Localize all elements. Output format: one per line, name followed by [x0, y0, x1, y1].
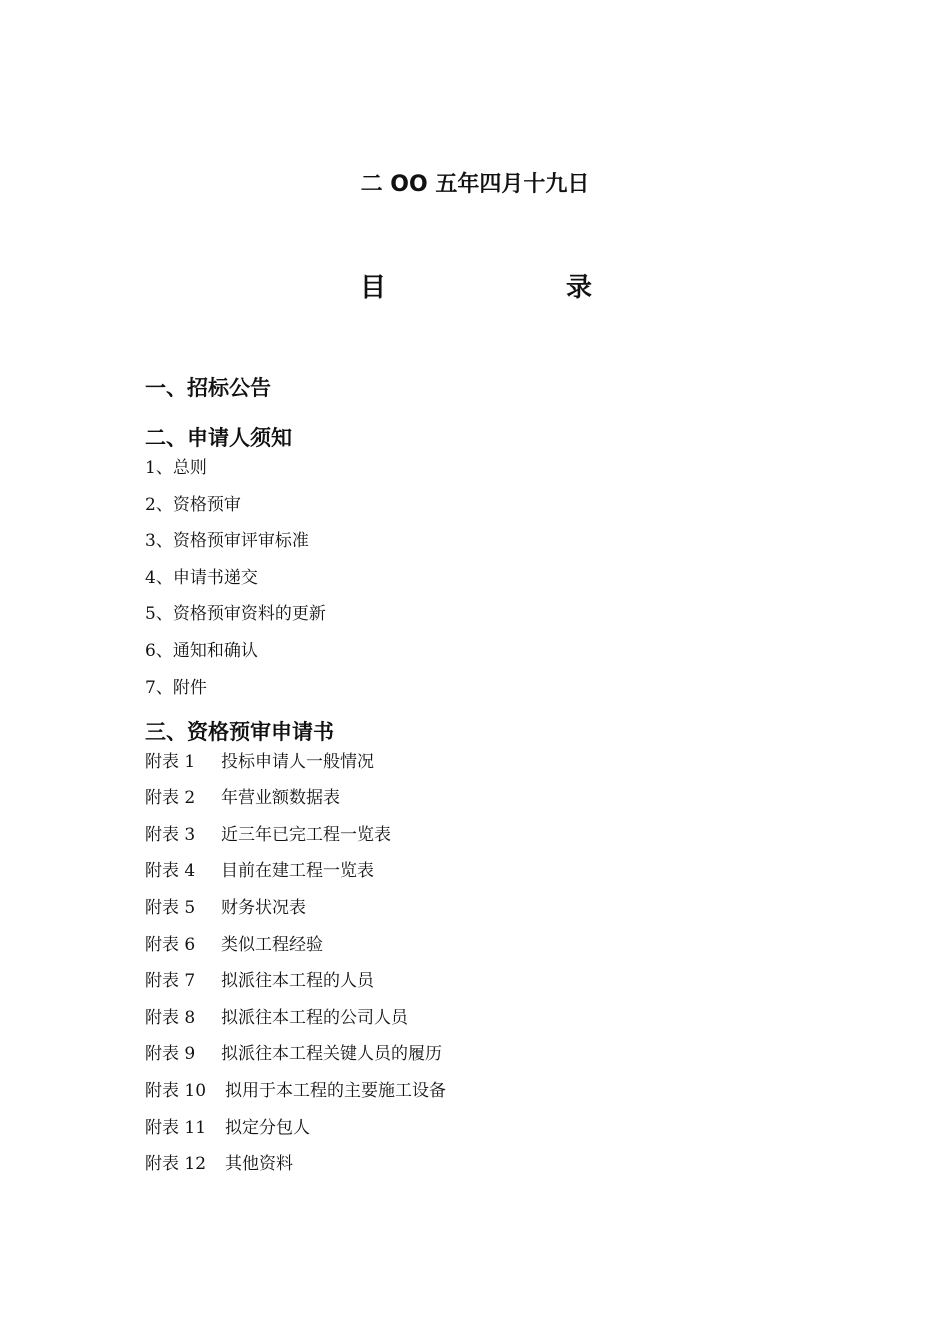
- attachment-item: [145, 933, 845, 957]
- document-date: 二 OO 五年四月十九日: [360, 172, 590, 197]
- attachment-number: 附表 10: [145, 1080, 207, 1101]
- attachment-number: 附表 11: [145, 1117, 207, 1138]
- attachment-title: 投标申请人一般情况: [221, 751, 374, 772]
- attachment-title: 拟派往本工程的公司人员: [221, 1007, 408, 1028]
- attachment-number: 附表 4: [145, 861, 196, 882]
- section-heading-2: 二、申请人须知: [145, 426, 292, 450]
- attachment-title: 年营业额数据表: [221, 788, 340, 809]
- attachment-item: [145, 1152, 845, 1176]
- toc-item: 7、附件: [145, 677, 207, 698]
- attachment-number: 附表 9: [145, 1044, 196, 1065]
- toc-item: 1、总则: [145, 458, 207, 478]
- attachment-number: 附表 2: [145, 788, 196, 809]
- attachment-number: 附表 7: [145, 971, 196, 992]
- attachment-title: 拟用于本工程的主要施工设备: [225, 1080, 446, 1101]
- attachment-item: [145, 1079, 845, 1103]
- attachment-item: [145, 896, 845, 920]
- attachment-item: [145, 786, 845, 810]
- table-of-contents: [145, 372, 845, 1176]
- attachment-item: [145, 1006, 845, 1030]
- attachment-number: 附表 8: [145, 1007, 196, 1028]
- attachment-number: 附表 6: [145, 934, 196, 955]
- attachment-title: 类似工程经验: [221, 934, 323, 955]
- toc-title-char-2: 录: [565, 273, 592, 303]
- attachment-item: [145, 1116, 845, 1140]
- attachment-item: [145, 859, 845, 883]
- attachment-number: 附表 1: [145, 751, 196, 772]
- attachment-title: 拟派往本工程关键人员的履历: [221, 1044, 442, 1065]
- toc-item: 3、资格预审评审标准: [145, 531, 309, 552]
- attachment-title: 其他资料: [225, 1154, 293, 1175]
- section-heading-1: 一、招标公告: [145, 376, 271, 400]
- attachment-title: 拟派往本工程的人员: [221, 971, 374, 992]
- toc-item: 5、资格预审资料的更新: [145, 604, 326, 625]
- toc-item: 4、申请书递交: [145, 567, 258, 588]
- section-heading-3: 三、资格预审申请书: [145, 719, 334, 744]
- toc-item: 6、通知和确认: [145, 640, 258, 661]
- attachment-title: 拟定分包人: [225, 1117, 310, 1138]
- attachment-number: 附表 3: [145, 824, 196, 845]
- attachment-title: 财务状况表: [221, 897, 306, 918]
- attachment-item: [145, 969, 845, 993]
- attachment-item: [145, 750, 845, 774]
- attachment-title: 近三年已完工程一览表: [221, 824, 391, 845]
- attachment-number: 附表 12: [145, 1154, 207, 1175]
- attachment-item: [145, 823, 845, 847]
- attachment-number: 附表 5: [145, 897, 196, 918]
- attachment-title: 目前在建工程一览表: [221, 861, 374, 882]
- toc-title-char-1: 目: [360, 273, 387, 303]
- toc-item: 2、资格预审: [145, 494, 241, 515]
- toc-title: [360, 270, 592, 306]
- attachment-item: [145, 1042, 845, 1066]
